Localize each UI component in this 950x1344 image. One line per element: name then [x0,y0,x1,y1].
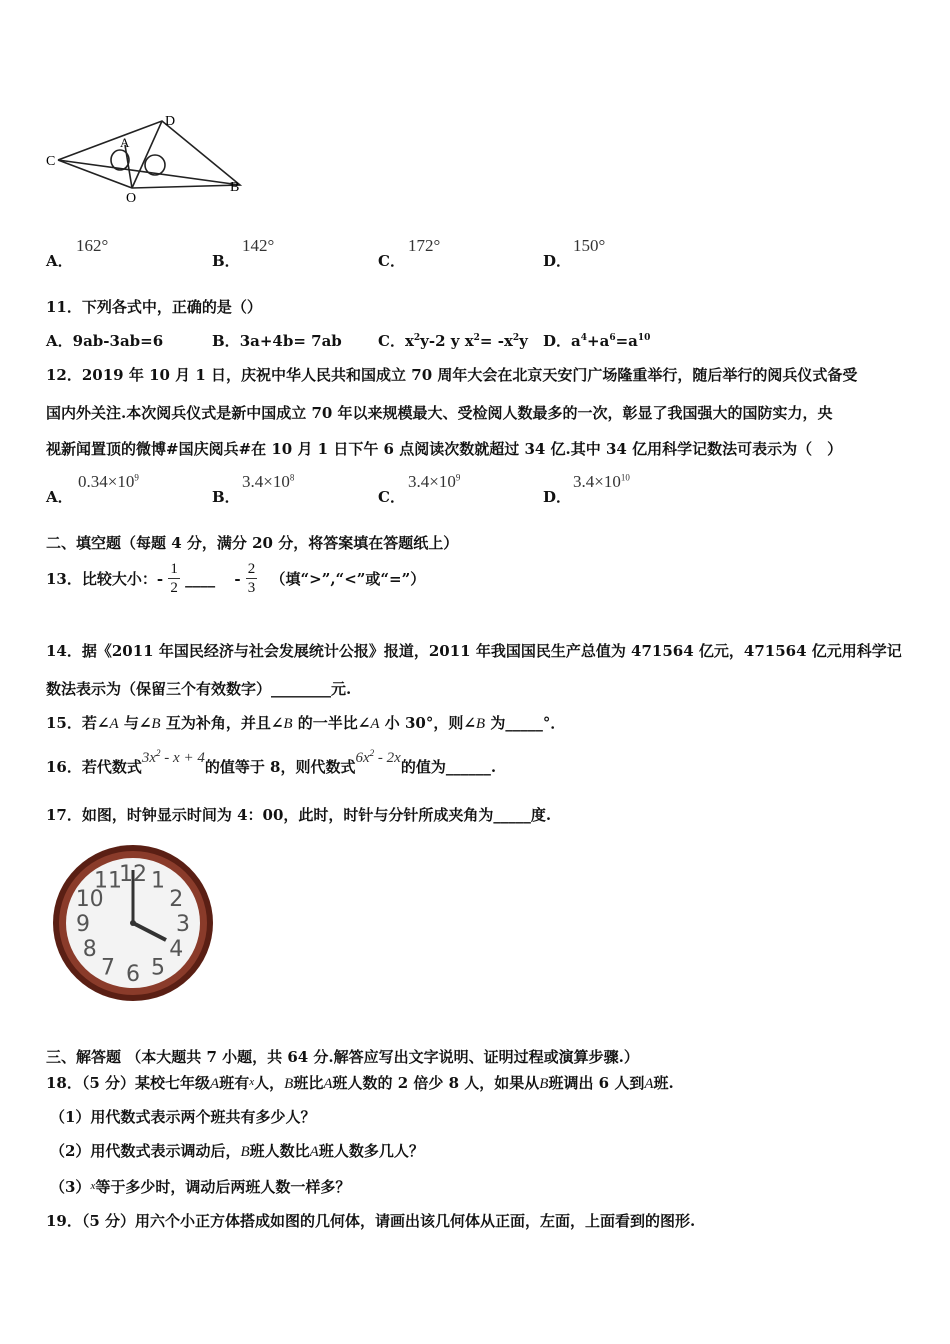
q12-option-a-value: $0.34\times 10^9$ [78,472,139,491]
clock-numeral-12: 12 [119,862,147,887]
q12-line-2: 国内外关注.本次阅兵仪式是新中国成立 70 年以来规模最大、受检阅人数最多的一次，彰显了我国强大的国防实力，央 [46,404,833,422]
clock-numeral-5: 5 [151,955,165,981]
q10-option-d-value: 150° [573,236,606,255]
clock-numeral-2: 2 [169,887,184,912]
label-d: D [165,114,176,129]
q15: 15．若∠A 与∠B 互为补角，并且∠B 的一半比∠A 小 30°，则∠B 为_____°． [46,714,566,732]
label-c: C [46,154,56,169]
q14-line-2: 数法表示为（保留三个有效数字）________元. [46,680,352,698]
q11-option-c: C．$x^2y-2$ y $x^2= -x^2y$ [378,332,528,350]
q10-option-d: D． [543,252,572,270]
q11-option-d: D．$a^4+a^6=a^{10}$ [543,332,651,350]
q18-part-1: （1）用代数式表示两个班共有多少人？ [50,1108,316,1126]
q10-option-b-value: 142° [242,236,275,255]
clock-numeral-7: 7 [101,955,115,981]
q11-option-b: B．3a+4b= 7ab [212,332,342,350]
q18: 18．（5 分）某校七年级A班有$^x$人，B班比A班人数的 2 倍少 8 人，如果从B班调出 6 人到A班. [46,1074,674,1092]
section-2-heading: 二、填空题（每题 4 分，满分 20 分，将答案填在答题纸上） [46,534,459,552]
q17: 17．如图，时钟显示时间为 4：00，此时，时针与分针所成夹角为_____度. [46,806,552,824]
q12-option-c-value: $3.4\times 10^9$ [408,472,461,491]
q12-option-d-value: $3.4\times 10^{10}$ [573,472,630,491]
q10-option-a-value: 162° [76,236,109,255]
clock-numeral-9: 9 [76,912,90,937]
label-a: A [120,135,130,150]
q12-option-d: D． [543,488,572,506]
clock-numeral-8: 8 [82,937,97,962]
q10-option-a: A． [46,252,73,270]
clock-numeral-4: 4 [169,937,184,962]
q12-option-a: A． [46,488,73,506]
q10-option-b: B． [212,252,240,270]
clock-numeral-10: 10 [75,887,104,912]
q11-option-a: A．9ab-3ab=6 [46,332,164,350]
q12-line-3: 视新闻置顶的微博#国庆阅兵#在 10 月 1 日下午 6 点阅读次数就超过 34 亿.其中 34 亿用科学记数法可表示为（ ） [46,440,843,458]
q12-option-b-value: $3.4\times 10^8$ [242,472,295,491]
clock-figure [50,842,216,1004]
q14-line-1: 14．据《2011 年国民经济与社会发展统计公报》报道，2011 年我国国民生产总值为 471564 亿元，471564 亿元用科学记 [46,642,902,660]
label-b: B [230,180,240,195]
q12-option-b: B． [212,488,240,506]
triangle-figure [40,105,260,205]
q11-stem: 11．下列各式中，正确的是（） [46,298,262,316]
clock-numeral-1: 1 [151,868,165,894]
q10-option-c: C． [378,252,405,270]
label-o: O [126,191,137,205]
clock-numeral-11: 11 [94,868,122,894]
q18-part-3: $(3)^x$等于多少时，调动后两班人数一样多？ [50,1178,351,1196]
q13: 13．比较大小：- $\frac{1}{2}$ ____ - $\frac{2}{3}$ （填“>”,“<”或“=”） [46,561,426,596]
clock-numeral-3: 3 [176,912,190,937]
q18-part-2: （2）用代数式表示调动后，B班人数比A班人数多几人？ [50,1142,424,1160]
q12-option-c: C． [378,488,405,506]
q19: 19．（5 分）用六个小正方体搭成如图的几何体，请画出该几何体从正面，左面，上面看到的图形. [46,1212,696,1230]
q12-line-1: 12．2019 年 10 月 1 日，庆祝中华人民共和国成立 70 周年大会在北京天安门广场隆重举行，随后举行的阅兵仪式备受 [46,366,858,384]
clock-numeral-6: 6 [126,962,140,987]
q10-option-c-value: 172° [408,236,441,255]
section-3-heading: 三、解答题 （本大题共 7 小题，共 64 分.解答应写出文字说明、证明过程或演算步骤.） [46,1048,639,1066]
q16: 16．若代数式$3x^2 - x + 4$的值等于 8，则代数式$6x^2 - 2x$的值为______. [46,748,497,776]
